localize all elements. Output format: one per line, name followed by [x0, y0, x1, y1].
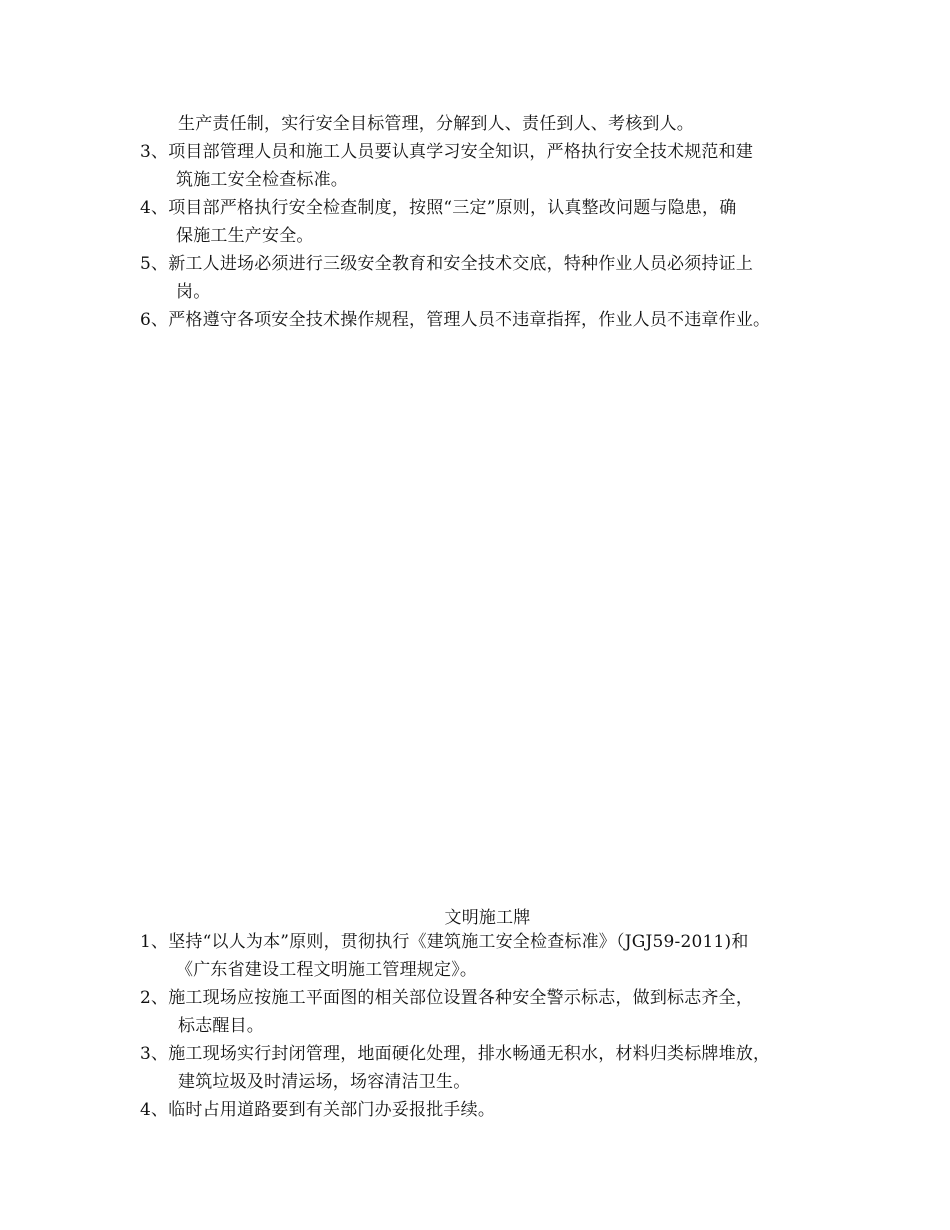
rule-4-continuation: 保施工生产安全。 [176, 226, 314, 246]
civil-rule-4: 4、临时占用道路要到有关部门办妥报批手续。 [140, 1100, 496, 1120]
rule-4: 4、项目部严格执行安全检查制度，按照“三定”原则，认真整改问题与隐患，确 [140, 198, 737, 218]
civil-rule-2: 2、施工现场应按施工平面图的相关部位设置各种安全警示标志，做到标志齐全， [140, 988, 754, 1008]
rule-5-continuation: 岗。 [176, 282, 211, 302]
civil-rule-2-continuation: 标志醒目。 [178, 1016, 264, 1036]
civil-rule-1: 1、坚持“以人为本”原则，贯彻执行《建筑施工安全检查标准》（JGJ59-2011)和 [140, 932, 749, 952]
rule-3-continuation: 筑施工安全检查标准。 [176, 170, 348, 190]
section-title-text: 文明施工牌 [444, 908, 531, 928]
safety-rules-section [140, 110, 830, 334]
civil-rule-3-continuation: 建筑垃圾及时清运场，场容清洁卫生。 [178, 1072, 471, 1092]
civil-rule-1-continuation: 《广东省建设工程文明施工管理规定》。 [176, 960, 478, 980]
civilized-construction-section [140, 908, 830, 1124]
section-title [140, 904, 830, 932]
rule-6: 6、严格遵守各项安全技术操作规程，管理人员不违章指挥，作业人员不违章作业。 [140, 310, 771, 330]
rule-3: 3、项目部管理人员和施工人员要认真学习安全知识，严格执行安全技术规范和建 [140, 142, 754, 162]
civil-rule-3: 3、施工现场实行封闭管理，地面硬化处理，排水畅通无积水，材料归类标牌堆放， [140, 1044, 771, 1064]
rule-2-continuation: 生产责任制，实行安全目标管理，分解到人、责任到人、考核到人。 [178, 114, 694, 134]
rule-5: 5、新工人进场必须进行三级安全教育和安全技术交底，特种作业人员必须持证上 [140, 254, 754, 274]
